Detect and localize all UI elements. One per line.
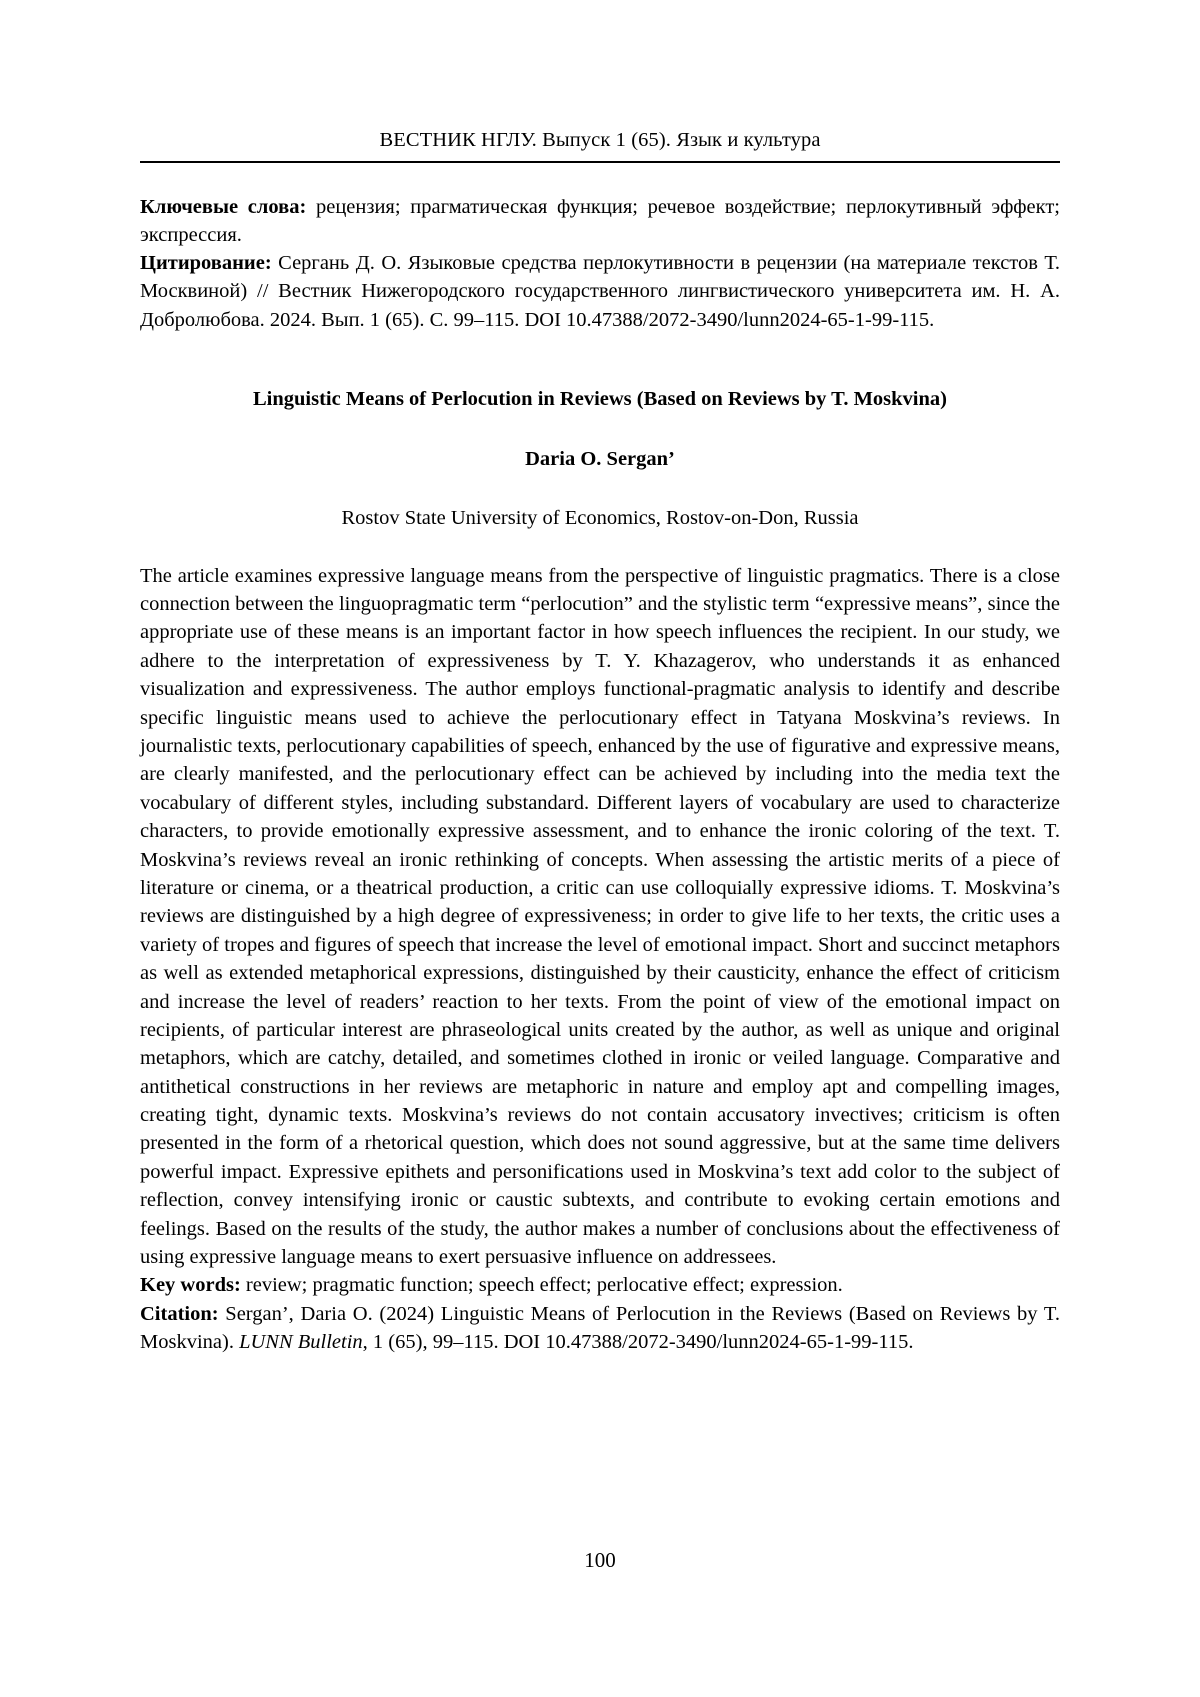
running-head: ВЕСТНИК НГЛУ. Выпуск 1 (65). Язык и культура [379,129,821,151]
keywords-ru-text: рецензия; прагматическая функция; речевое воздействие; перлокутивный эффект; экспрессия. [140,195,1060,246]
page-title: Linguistic Means of Perlocution in Reviews (Based on Reviews by T. Moskvina) [253,388,947,410]
keywords-ru-label: Ключевые слова: [140,195,307,218]
keywords-ru [140,193,1060,250]
citation-ru-label: Цитирование: [140,252,272,275]
abstract-block [140,562,1060,1357]
citation-en-label: Citation: [140,1302,219,1325]
keywords-en-text: review; pragmatic function; speech effect; perlocative effect; expression. [240,1274,843,1297]
author-name: Daria O. Sergan’ [525,447,675,470]
abstract-text: The article examines expressive language means from the perspective of linguistic pragmatics. There is a close connection between the linguopragmatic term “perlocution” and the stylistic term “expressive means”, since the appropriate use of these means is an important factor in how speech influences the recipient. In our study, we adhere to the interpretation of expressiveness by T. Y. Khazagerov, who understands it as enhanced visualization and expressiveness. The author employs functional-pragmatic analysis to identify and describe specific linguistic means used to achieve the perlocutionary effect in Tatyana Moskvina’s reviews. In journalistic texts, perlocutionary capabilities of speech, enhanced by the use of figurative and expressive means, are clearly manifested, and the perlocutionary effect can be achieved by including into the media text the vocabulary of different styles, including substandard. Different layers of vocabulary are used to characterize characters, to provide emotionally expressive assessment, and to enhance the ironic coloring of the text. T. Moskvina’s reviews reveal an ironic rethinking of concepts. When assessing the artistic merits of a piece of literature or cinema, or a theatrical production, a critic can use colloquially expressive idioms. T. Moskvina’s reviews are distinguished by a high degree of expressiveness; in order to give life to her texts, the critic uses a variety of tropes and figures of speech that increase the level of emotional impact. Short and succinct metaphors as well as extended metaphorical expressions, distinguished by their causticity, enhance the effect of criticism and increase the level of readers’ reaction to her texts. From the point of view of the emotional impact on recipients, of particular interest are phraseological units created by the author, as well as unique and original metaphors, which are catchy, detailed, and sometimes clothed in ironic or veiled language. Comparative and antithetical constructions in her reviews are metaphoric in nature and employ apt and compelling images, creating tight, dynamic texts. Moskvina’s reviews do not contain accusatory invectives; criticism is often presented in the form of a rhetorical question, which does not sound aggressive, but at the same time delivers powerful impact. Expressive epithets and personifications used in Moskvina’s text add color to the subject of reflection, convey intensifying ironic or caustic subtexts, and contribute to evoking certain emotions and feelings. Based on the results of the study, the author makes a number of conclusions about the effectiveness of using expressive language means to exert persuasive influence on addressees. [140,564,1060,1269]
keywords-en-label: Key words: [140,1274,241,1297]
citation-en-text-part1: Sergan’, Daria O. (2024) Linguistic Means of Perlocution in the Reviews (Based on Reviews by T. Moskvina). [140,1302,1060,1354]
russian-metadata-block [140,193,1060,334]
page-content [140,128,1060,1357]
page-number: 100 [584,1548,616,1572]
header-rule [140,161,1060,163]
citation-en-text-part2: , 1 (65), 99–115. DOI 10.47388/2072-3490/lunn2024-65-1-99-115. [362,1331,914,1354]
citation-en [140,1300,1060,1357]
keywords-en [140,1271,1060,1299]
author-affiliation: Rostov State University of Economics, Rostov-on-Don, Russia [341,506,859,529]
citation-ru-text: Сергань Д. О. Языковые средства перлокутивности в рецензии (на материале текстов Т. Москвиной) // Вестник Нижегородского государственного лингвистического университета им. Н. А. Добролюбова. 2024. Вып. 1 (65). С. 99–115. DOI 10.47388/2072-3490/lunn2024-65-1-99-115. [140,252,1060,331]
citation-ru [140,249,1060,334]
citation-en-journal: LUNN Bulletin [239,1331,363,1354]
